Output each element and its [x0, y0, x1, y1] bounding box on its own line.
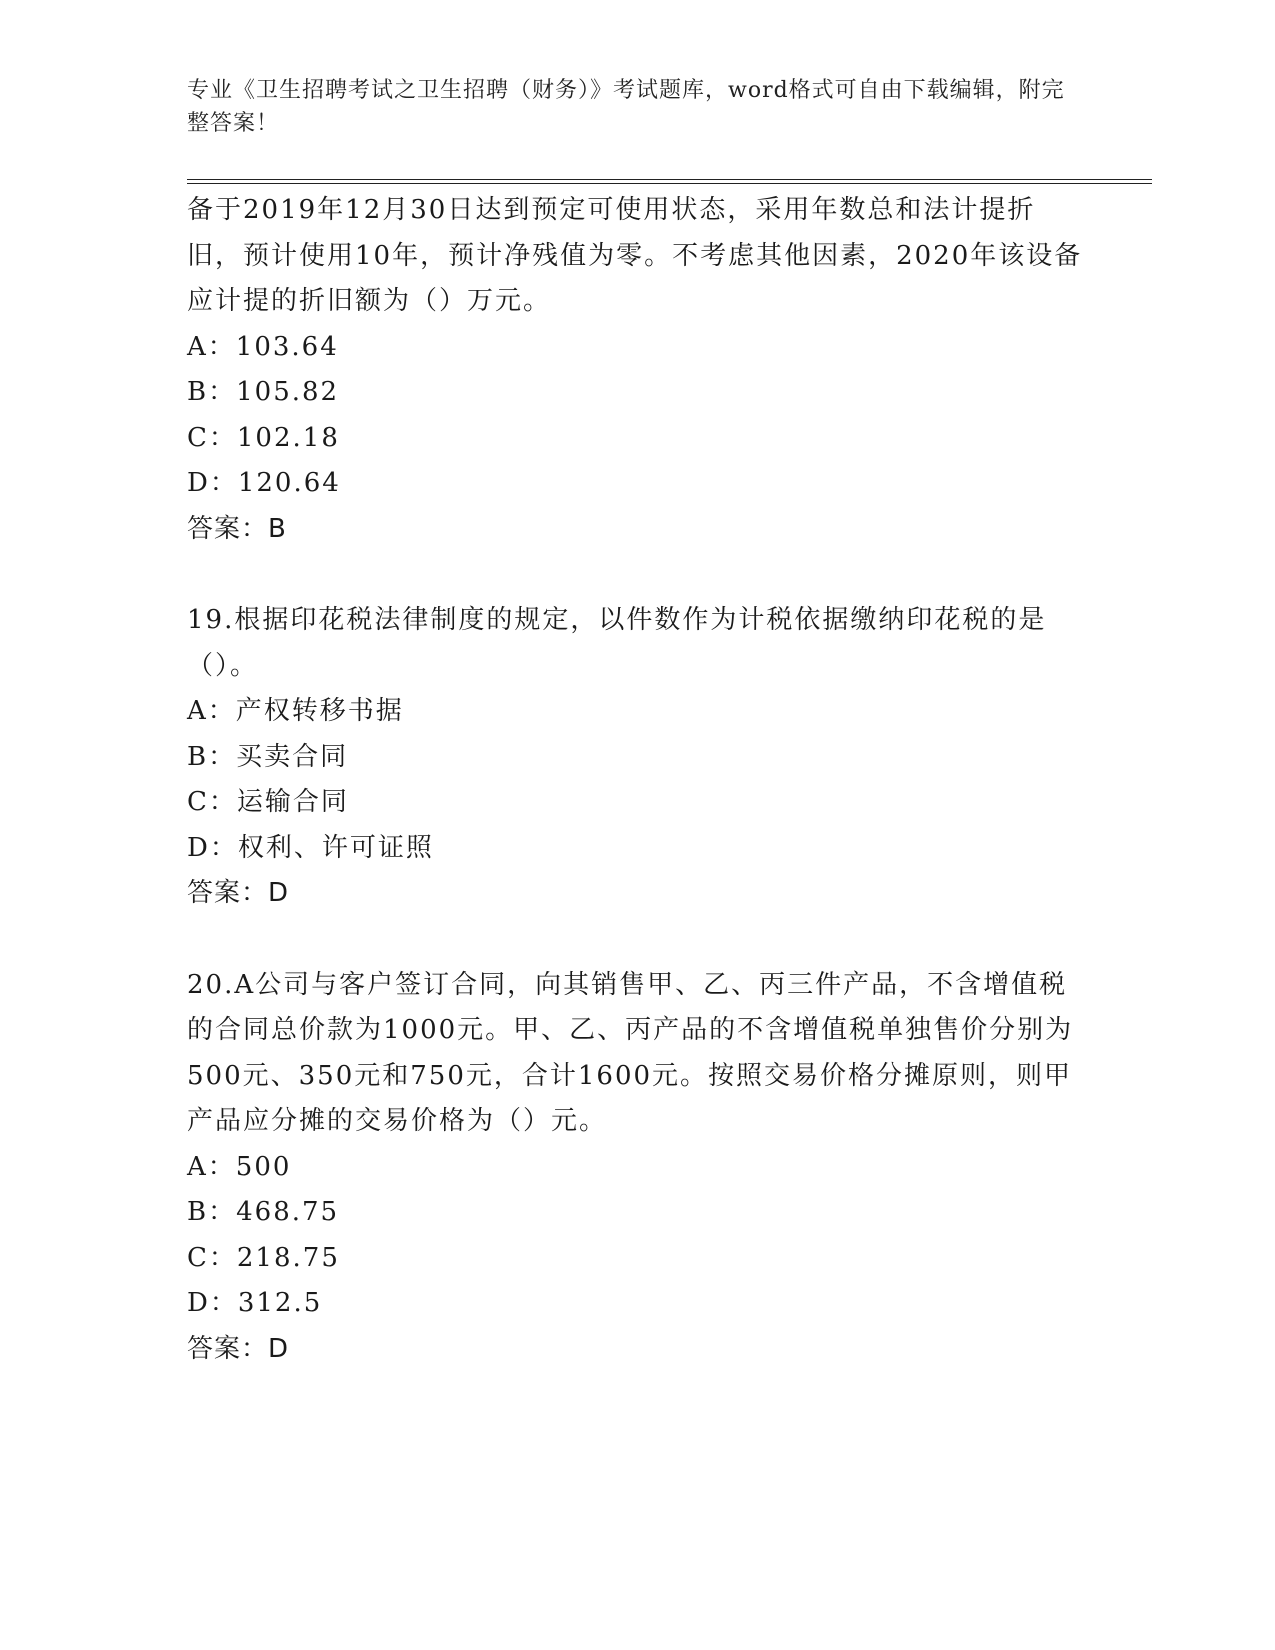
option-a: A：产权转移书据 — [187, 696, 404, 726]
spacer — [187, 917, 1087, 963]
question-stem: 20.A公司与客户签订合同，向其销售甲、乙、丙三件产品，不含增值税的合同总价款为1000元。甲、乙、丙产品的不含增值税单独售价分别为500元、350元和750元，合计1600元。按照交易价格分摊原则，则甲产品应分摊的交易价格为（）元。 — [187, 969, 1074, 1136]
answer: 答案：D — [187, 878, 290, 908]
option-a: A：500 — [187, 1151, 292, 1182]
option-c: C：218.75 — [187, 1242, 340, 1273]
page-header: 专业《卫生招聘考试之卫生招聘（财务）》考试题库，word格式可自由下载编辑，附完整答案！ — [187, 78, 1065, 136]
question-stem: 19.根据印花税法律制度的规定，以件数作为计税依据缴纳印花税的是（）。 — [187, 605, 1047, 681]
question-19 — [187, 598, 1087, 917]
option-c: C：102.18 — [187, 422, 340, 453]
answer: 答案：D — [187, 1333, 290, 1364]
option-b: B：105.82 — [187, 377, 340, 407]
option-a: A：103.64 — [187, 331, 339, 362]
option-b: B：468.75 — [187, 1197, 340, 1227]
option-d: D：312.5 — [187, 1288, 323, 1318]
question-content — [187, 188, 1087, 1372]
question-20 — [187, 963, 1087, 1373]
option-d: D：权利、许可证照 — [187, 832, 434, 863]
answer: 答案：B — [187, 513, 287, 544]
question-18 — [187, 188, 1087, 552]
option-c: C：运输合同 — [187, 787, 349, 817]
spacer — [187, 552, 1087, 598]
option-b: B：买卖合同 — [187, 741, 349, 772]
header-divider — [187, 179, 1152, 184]
option-d: D：120.64 — [187, 468, 341, 498]
question-stem: 备于2019年12月30日达到预定可使用状态，采用年数总和法计提折旧，预计使用10年，预计净残值为零。不考虑其他因素，2020年该设备应计提的折旧额为（）万元。 — [187, 195, 1083, 316]
